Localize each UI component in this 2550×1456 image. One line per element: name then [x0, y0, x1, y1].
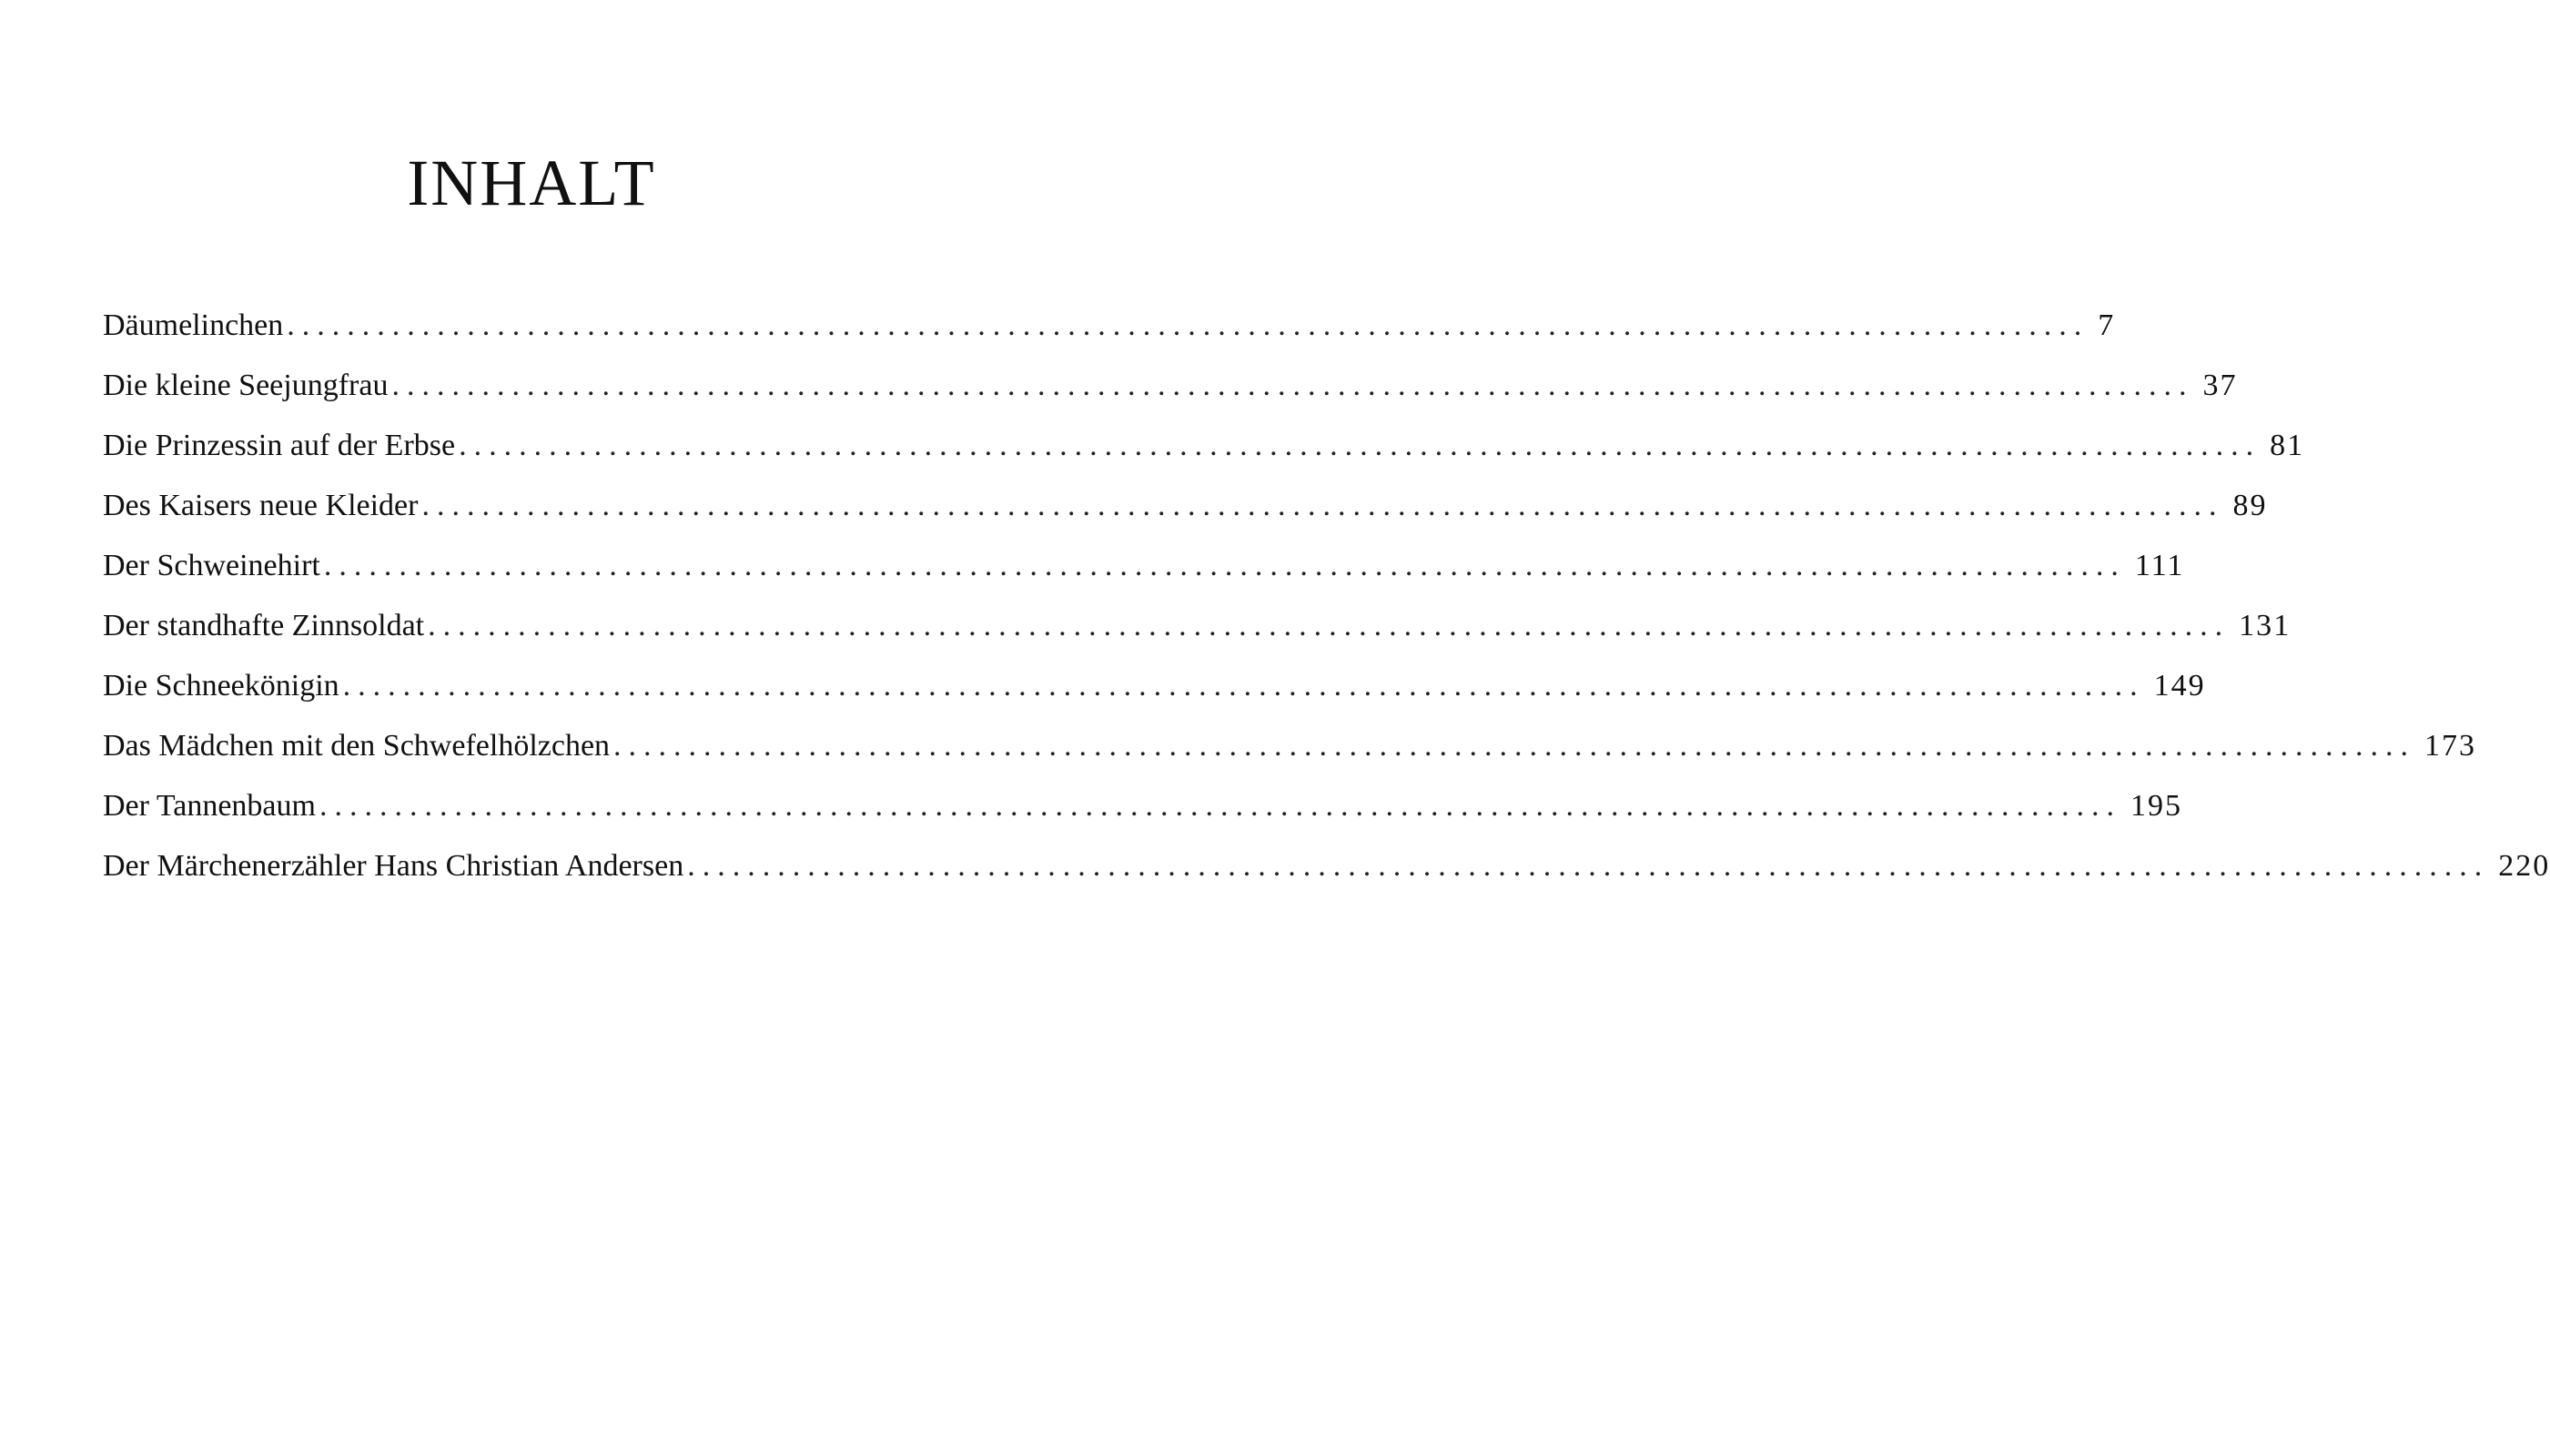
toc-entry-page: 149 — [2153, 669, 2206, 703]
toc-entry-page: 37 — [2202, 369, 2238, 402]
toc-dot-leader: ........................................................................................................................ — [428, 609, 2231, 642]
toc-entry-title: Däumelinchen — [103, 308, 284, 342]
toc-entry-title: Der Tannenbaum — [103, 789, 316, 823]
toc-dot-leader: ........................................................................................................................ — [613, 729, 2416, 763]
toc-entry-title: Die Prinzessin auf der Erbse — [103, 429, 456, 462]
toc-entry — [103, 476, 2268, 536]
toc-dot-leader: ........................................................................................................................ — [459, 429, 2262, 462]
toc-entry-page: 131 — [2239, 609, 2292, 642]
toc-entry-page: 173 — [2424, 729, 2477, 763]
toc-entry-page: 7 — [2098, 308, 2116, 342]
toc-entry — [103, 416, 2305, 476]
toc-dot-leader: ........................................................................................................................ — [421, 489, 2224, 522]
toc-entry-title: Das Mädchen mit den Schwefelhölzchen — [103, 729, 611, 763]
toc-entry-page: 195 — [2130, 789, 2182, 823]
toc-entry — [103, 536, 2185, 596]
page-title: INHALT — [407, 147, 656, 219]
toc-dot-leader: ........................................................................................................................ — [287, 308, 2090, 342]
toc-entry — [103, 776, 2182, 836]
toc-entry — [103, 596, 2292, 656]
toc-entry — [103, 836, 2550, 896]
toc-entry-title: Der Schweinehirt — [103, 549, 320, 582]
toc-entry — [103, 656, 2206, 716]
toc-dot-leader: ........................................................................................................................ — [342, 669, 2145, 703]
toc-entry-title: Des Kaisers neue Kleider — [103, 489, 419, 522]
toc-dot-leader: ........................................................................................................................ — [319, 789, 2121, 823]
toc-dot-leader: ........................................................................................................................ — [391, 369, 2194, 402]
toc-entry — [103, 296, 2116, 356]
toc-entry-title: Der standhafte Zinnsoldat — [103, 609, 425, 642]
toc-dot-leader: ........................................................................................................................ — [687, 849, 2490, 883]
toc-entry — [103, 356, 2238, 416]
toc-entry-page: 81 — [2270, 429, 2305, 462]
toc-entry-page: 111 — [2134, 549, 2185, 582]
toc-entry-title: Die Schneekönigin — [103, 669, 339, 703]
toc-entry-title: Der Märchenerzähler Hans Christian Andersen — [103, 849, 684, 883]
table-of-contents — [103, 296, 2550, 896]
toc-entry-page: 220 — [2498, 849, 2550, 883]
toc-dot-leader: ........................................................................................................................ — [323, 549, 2126, 582]
toc-entry-title: Die kleine Seejungfrau — [103, 369, 389, 402]
toc-entry — [103, 716, 2477, 776]
toc-entry-page: 89 — [2232, 489, 2268, 522]
